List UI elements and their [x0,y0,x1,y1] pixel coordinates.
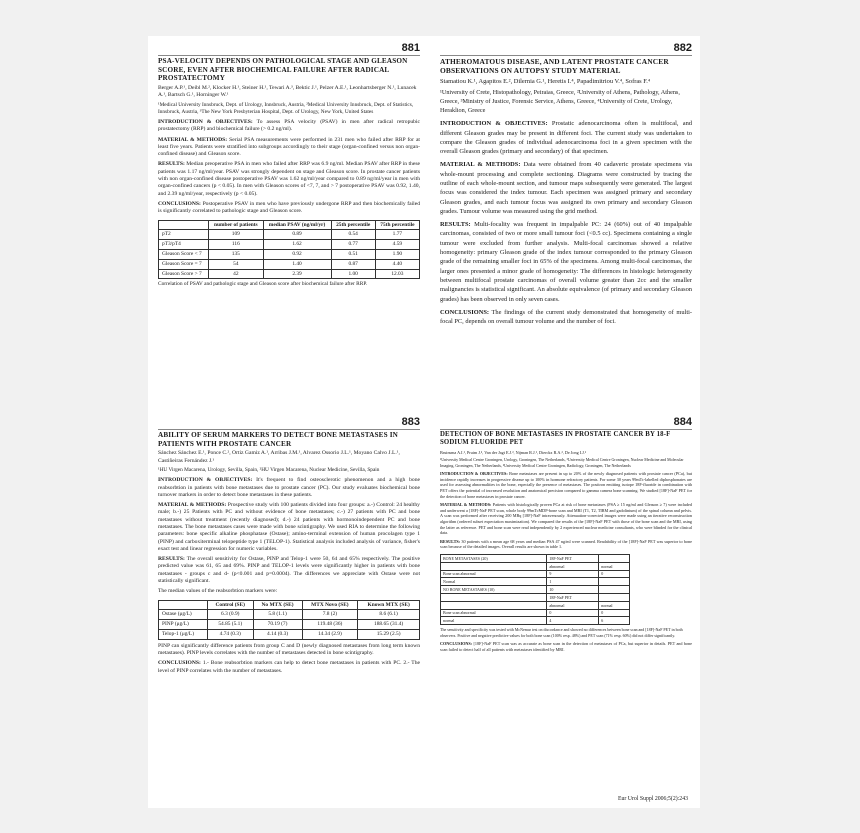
table-cell [599,578,630,586]
table-cell: 0 [599,570,630,578]
table-cell: 1.40 [263,259,331,269]
table-header: median PSAV (ng/ml/yr) [263,220,331,230]
table-row [159,630,420,640]
after-table-text: PINP can significantly difference patients from group C and D (newly diagnosed metastases from long term known metastases). PINP levels correlates with the number of metastases detected in bone scintigraphy. [158,642,420,657]
table-cell: 18F-NaF PET [547,593,599,601]
table-cell: abnormal [547,601,599,609]
section-label: INTRODUCTION & OBJECTIVES: [440,471,508,477]
intro-paragraph [440,471,692,499]
section-text: 1.- Bone reabsorbtion markers can help to detect bone metastases in patients with PC. 2.- The level of PINP correlates with the number of metastases. [158,660,420,674]
table-row [441,562,630,570]
table-cell: 4.59 [375,240,419,250]
table-cell [441,593,547,601]
table-cell: 0.77 [331,240,375,250]
section-label: MATERIAL & METHODS: [158,136,228,143]
abstract-title: PSA-VELOCITY DEPENDS ON PATHOLOGICAL STAGE AND GLEASON SCORE, EVEN AFTER BIOCHEMICAL FAILURE AFTER RADICAL PROSTATECTOMY [158,57,408,83]
section-text: Prospective study with 100 patients divided into four groups: a.-) Control: 24 healthy male; b.-) 25 Patients with PC and without evidence of bone metastases; c.-) 27 patients with PC and bone metastases without treatment (recently diagnosed); d.-) 24 patients with hormonoindependent PC and bone metastases. The bone metastases cases were made with bone scintigraphy. We used RIA to determine the following parameters: bone specific alkaline phosphatase (Ostase); amino-terminal extension of human procolagen type 1 (PINP) and carboxiterminal telopeptide type 1 (TELOP-1). Statistical analysis included analysis of variance, fisher's exact test and linear regression for numeric variables. [158,502,420,552]
table-cell: 0.54 [331,230,375,240]
table-cell: BONE METASTASES (20) [441,554,547,562]
abstract-title: ABILITY OF SERUM MARKERS TO DETECT BONE METASTASES IN PATIENTS WITH PROSTATE CANCER [158,431,398,448]
section-label: CONCLUSIONS: [440,308,490,316]
abstract-authors: Bruinsma A.I.¹, Pruim J.², Van der Jagt E.J.³, Nijman R.J.¹, Dierckx R.A.², De Jong I.J.¹ [440,449,587,455]
table-cell: PINP (μg/L) [159,620,208,630]
abstract-number: 882 [673,42,692,54]
conclusions-paragraph [158,660,420,675]
abstract-affiliations: ¹University of Crete, Histopathology, Peiraias, Greece, ²University of Athens, Pathology, Athens, Greece, ³Ministry of Justice, Forensic Service, Athens, Greece, ⁴University of Crete, Urology, Heraklion, Greece [440,89,680,115]
table-cell: 2.39 [263,269,331,279]
table-cell: 8.6 (6.1) [358,610,420,620]
table-cell: 1 [547,578,599,586]
section-label: RESULTS: [158,556,185,563]
table-cell: 9 [547,570,599,578]
table-cell: 6 [599,617,630,625]
table-row [441,593,630,601]
section-text: 30 patients with a mean age 68 years and median PSA 47 ng/ml were scanned. Readability of the [18F]-NaF PET was superior to bone scan because of the detailed images. Overall results are shown in table 1. [440,538,692,550]
abstract-881 [158,42,420,407]
abstract-authors: Berger A.P.¹, Deibl M.², Klocker H.¹, Steiner H.¹, Tewari A.³, Bektic J.¹, Pelzer A.E.¹, Leonhartsberger N.¹, Lunacek A.¹, Bartsch G.¹, Horninger W.¹ [158,84,417,99]
table-cell: normal [599,601,630,609]
section-label: CONCLUSIONS: [440,640,473,646]
table-cell: 4.74 (0.3) [207,630,253,640]
section-text: Patients with histologically proven PCa at risk of bone metastases (PSA ≥ 15 ng/ml and Gleason ≥ 7) were included and underwent a [18F]-NaF PET scan, whole body 99mTcMDP-bone scan and MRI (T1, T2, TIRM and gadolinium) of the spinal column and pelvis. A scan was performed after receiving 200 MBq [18F]-NaF intravenously. Attenuation-corrected images were made using an iterative reconstruction algorithm (ordered subset expectation maximization). We compared the results of the [18F]-NaF PET with those of the bone scan and the MRI, using the latter as reference. PET and bone scan were read independently by 2 experienced nuclear medicine consultants, who were blinded for the clinical data. [440,502,692,536]
abstract-affiliations: ¹University Medical Centre Groningen, Urology, Groningen, The Netherlands, ²University Medical Centre Groningen, Nuclear Medicine and Molecular Imaging, Groningen, The Netherlands, ³University Medical Centre Groningen, Radiology, Groningen, The Netherlands [440,457,684,468]
table-cell: Bone scan abnormal [441,570,547,578]
table-cell: Bone scan abnormal [441,609,547,617]
table-row [441,601,630,609]
table-cell: 0 [547,609,599,617]
section-text: Prostatic adenocarcinoma often is multifocal, and different Gleason grades may be present in different foci. The current study was undertaken to compare the Gleason grades of individual adenocarcinoma foci in a given specimen with the overall Gleason grades (primary and secondary) of that specimen. [440,120,692,156]
intro-paragraph [158,119,420,134]
abstract-affiliations: ¹HU Virgen Macarena, Urology, Sevilla, Spain, ²HU Virgen Macarena, Nuclear Medicine, Sevilla, Spain [158,467,380,473]
section-text: Bone metastases are present in up to 20% of the newly diagnosed patients with prostate cancer (PCa), but incidence rapidly increases in progressive disease up to 100% in hormone refractory patients. For some 30 years 99mTc-labelled diphosphonates are used for assessing abnormalities in the bone, especially the presence of metastases. The positron emitting isotope 18F-fluoride in combination with PET offers the potential of increased resolution and anatomical precision compared to gamma camera bone scanning. We studied [18F]-NaF PET for the detection of bone metastases in prostate cancer. [440,471,692,499]
table-cell: 1.77 [375,230,419,240]
table-header: number of patients [209,220,263,230]
conclusions-paragraph [158,201,420,216]
abstract-authors: Sánchez Sánchez E.¹, Ponce C.², Ortiz Gamiz A.¹, Arribas J.M.¹, Alvarez Ossorio J.L.¹, Moyano Calvo J.L.¹, Castiñeiras Fernández J.¹ [158,450,400,464]
results-paragraph [440,539,692,550]
section-label: CONCLUSIONS: [158,200,201,207]
table-cell: abnormal [547,562,599,570]
abstract-882 [440,42,692,407]
table-cell: Gleason Score = 7 [159,259,209,269]
table-cell: 70.19 (7) [253,620,302,630]
section-text: Data were obtained from 40 cadaveric prostate specimens via whole-mount processing and complete sectioning. Diagrams were constructed by tracing the outline of each whole-mount section, and tumour maps subsequently were generated. The largest focus was considered the index tumour. Each specimen was assigned primary and secondary Gleason grades, and each tumour focus was assigned its own primary and secondary Gleason grades. Tumour volume was measured using the grid method. [440,161,692,215]
table-cell: 0 [599,609,630,617]
table-header: 75th percentile [375,220,419,230]
table-caption: The sensitivity and specificity was tested with McNemar test on discordance and showed no differences between bone scan and [18F]-NaF PET in both observers. Positive and negative predictive values for both bone scan (100% resp. 48%) and PET scan (71% resp. 60%) did not differ significantly. [440,627,683,638]
table-cell: 1.00 [331,269,375,279]
table-cell: 6.3 (0.9) [207,610,253,620]
table-row [441,617,630,625]
table-header: Known MTX (SE) [358,600,420,610]
section-text: The findings of the current study demonstrated that homogeneity of multi-focal PC, depends on overall tumour volume and the number of foci. [440,308,692,326]
table-cell: 4.40 [375,259,419,269]
table-cell: normal [599,562,630,570]
table-header-row [159,600,420,610]
methods-paragraph [158,502,420,553]
table-cell: 0.92 [263,249,331,259]
abstract-title: ATHEROMATOUS DISEASE, AND LATENT PROSTATE CANCER OBSERVATIONS ON AUTOPSY STUDY MATERIAL [440,57,669,75]
table-cell: 1.90 [375,249,419,259]
section-label: RESULTS: [440,538,461,544]
table-cell [441,562,547,570]
table-cell: 4.14 (0.3) [253,630,302,640]
section-label: INTRODUCTION & OBJECTIVES: [440,120,548,128]
table-cell: Normal [441,578,547,586]
methods-paragraph [440,160,692,216]
table-cell: 18F-NaF PET [547,554,599,562]
abstract-883 [158,416,420,801]
table-row [159,259,420,269]
intro-paragraph [158,477,420,499]
table-row [159,240,420,250]
table-cell: Gleason Score > 7 [159,269,209,279]
table-cell: 0.89 [263,230,331,240]
pet-table [440,554,630,625]
section-label: MATERIAL & METHODS: [440,161,521,169]
median-note: The median values of the reabsorbtion markers were: [158,588,278,595]
table-cell: pT2 [159,230,209,240]
abstract-authors: Stamatiou K.¹, Agapitos E.², Dilernia G.¹, Heretis I.⁴, Papadimitriou V.⁴, Sofras F.⁴ [440,78,651,85]
table-header [159,220,209,230]
table-cell: 10 [547,586,599,594]
table-cell: 188.65 (31.4) [358,620,420,630]
table-cell: Gleason Score < 7 [159,249,209,259]
results-paragraph [158,556,420,585]
section-text: Multi-focality was frequent in impalpable PC: 24 (60%) out of 40 impalpable carcinomas, consisted of two or more small tumour foci (<0.5 cc). Specimens containing a single tumour were excluded from further analysis. Multi-focal carcinomas showed a relative homogeneity: primary Gleason grade of the index tumour corresponded to the primary Gleason grade of the remaining smaller foci in 65% of the specimens. Among multi-focal carcinomas, the larger ones presented a minor grade of homogeneity: The differences in histologic heterogeneity between multifocal prostate carcinomas of overall volume greater than 2cc and the smaller malignancies is statistical significant. An absolute equivalence (of primary and secondary Gleason grades) has been observed in only seven cases. [440,221,692,303]
table-row [441,586,630,594]
table-cell: 135 [209,249,263,259]
table-cell: 14.34 (2.9) [302,630,358,640]
section-label: INTRODUCTION & OBJECTIVES: [158,477,253,484]
section-label: CONCLUSIONS: [158,660,201,667]
section-label: RESULTS: [158,161,185,168]
table-header-row [159,220,420,230]
table-cell: 7.8 (2) [302,610,358,620]
section-text: It's frequent to find osteosclerotic phenomenon and a high bone reabsorbtion in patients with bone metastases due to prostate cancer (PC). Our study evaluates biochemical bone turnover markers in order to detect bone metastases in these patients. [158,477,420,498]
psav-table [158,220,420,280]
abstract-884 [440,416,692,788]
table-cell: Telop-1 (μg/L) [159,630,208,640]
table-header: Control (SE) [207,600,253,610]
section-text: The overall sensitivity for Ostase, PINP and Telop-1 were 50, 64 and 65% respectively. The positive predicted value was 61, 65 and 69%. PINP and TELOP-1 levels were significantly higher in patients with bone metastases - groups c and d- (p<0.001 and p=0.0004). The differences we appreciate with Ostase were not statistically significant. [158,556,420,585]
table-row [159,230,420,240]
results-paragraph [158,161,420,197]
table-cell: 42 [209,269,263,279]
section-label: INTRODUCTION & OBJECTIVES: [158,119,253,125]
results-paragraph [440,220,692,304]
journal-footer: Eur Urol Suppl 2006;5(2):243 [617,796,688,802]
table-cell: 0.51 [331,249,375,259]
methods-paragraph [440,502,692,536]
table-cell: 0.87 [331,259,375,269]
section-text: Postoperative PSAV in men who have previously undergone RRP and then biochemically failed is significantly correlated to pathologic stage and Gleason score. [158,200,420,215]
table-row [159,620,420,630]
table-cell: 54 [209,259,263,269]
section-label: MATERIAL & METHODS: [440,502,492,508]
section-text: Median preoperative PSA in men who failed after RRP was 6.9 ng/ml. Median PSAV after RRP in these patients was 1.17 ng/ml/year. PSAV was strongly dependent on stage and Gleason score. In prostate cancer patients with non organ-confined disease postoperative PSAV was 1.62 ng/ml/year compared to 0.89 ng/ml/year in men with organ-confined cancers (p < 0.05). In men with Gleason scores of <7, 7, and > 7 postoperative PSAV was 0.92, 1.40, and 2.39 ng/ml/year, respectively (p < 0.05). [158,161,420,197]
table-row [441,554,630,562]
table-caption: Correlation of PSAV and pathologic stage and Gleason score after biochemical failure after RRP. [158,281,368,288]
markers-table [158,600,420,640]
table-header: No MTX (SE) [253,600,302,610]
table-cell [441,601,547,609]
table-cell: NO BONE METASTASES (10) [441,586,547,594]
abstract-affiliations: ¹Medical University Innsbruck, Dept. of Urology, Innsbruck, Austria, ²Medical University Innsbruck, Dept. of Statistics, Innsbruck, Austria, ³The New York Presbyterian Hospital, Dept. of Urology, New York, United States [158,101,414,115]
conclusions-paragraph [440,308,692,327]
table-header: MTX Novo (SE) [302,600,358,610]
table-row [159,269,420,279]
table-row [159,249,420,259]
section-label: RESULTS: [440,221,471,229]
section-label: MATERIAL & METHODS: [158,502,227,509]
section-text: To assess PSA velocity (PSAV) in men after radical retropubic prostatectomy (RRP) and biochemical failure (> 0.2 ng/ml). [158,119,420,133]
table-cell: pT3/pT4 [159,240,209,250]
intro-paragraph [440,119,692,156]
table-cell: 15.29 (2.5) [358,630,420,640]
table-cell [599,554,630,562]
table-cell [599,586,630,594]
section-text: Serial PSA measurements were performed in 231 men who failed after RRP for at least five years. Patients were stratified into subgroups accordingly to their stage (organ-confined versus non organ-confined disease) and Gleason score. [158,136,420,158]
table-cell: 1.62 [263,240,331,250]
journal-page [148,36,700,808]
table-row [441,578,630,586]
table-cell [599,593,630,601]
abstract-number: 881 [401,42,420,54]
table-row [441,570,630,578]
abstract-number: 884 [673,416,692,428]
table-header [159,600,208,610]
table-cell: 54.85 (5.1) [207,620,253,630]
table-cell: 119.48 (36) [302,620,358,630]
table-cell: 12.03 [375,269,419,279]
table-cell: 109 [209,230,263,240]
table-row [159,610,420,620]
abstract-title: DETECTION OF BONE METASTASES IN PROSTATE CANCER BY 18-F SODIUM FLUORIDE PET [440,431,671,447]
table-cell: 4 [547,617,599,625]
conclusions-paragraph [440,641,692,652]
methods-paragraph [158,137,420,159]
table-header: 25th percentile [331,220,375,230]
table-cell: 116 [209,240,263,250]
abstract-number: 883 [401,416,420,428]
table-cell: Ostase (μg/L) [159,610,208,620]
section-text: [18F]-NaF PET scan was as accurate as bone scan in the detection of metastases of PCa, but superior in details. PET and bone scan failed to detect half of all patients with metastases identified by MRI. [440,640,692,652]
table-row [441,609,630,617]
table-cell: normal [441,617,547,625]
table-cell: 5.8 (1.1) [253,610,302,620]
